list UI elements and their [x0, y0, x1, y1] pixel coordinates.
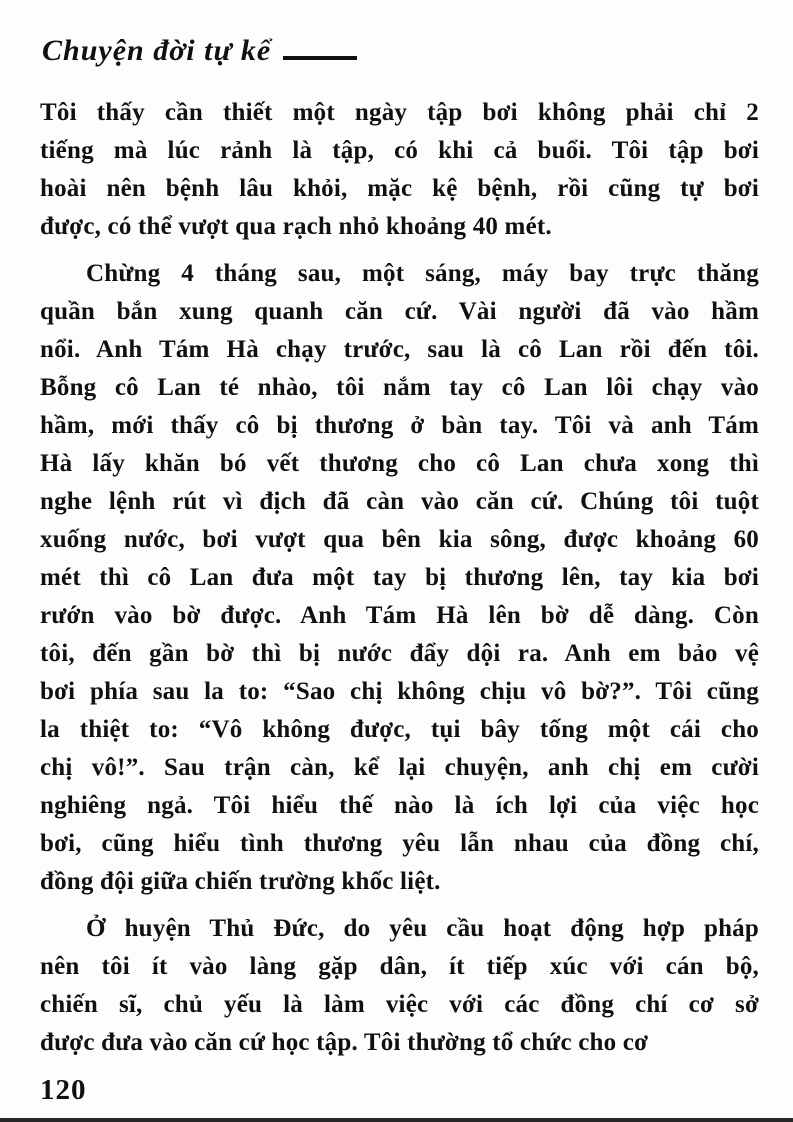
scan-edge-artifact: [0, 1118, 793, 1122]
text-line: được, có thể vượt qua rạch nhỏ khoảng 40 mét.: [40, 213, 552, 240]
text-line: Bỗng cô Lan té nhào, tôi nắm tay cô Lan lôi chạy vào: [40, 374, 759, 401]
text-line: hầm, mới thấy cô bị thương ở bàn tay. Tôi và anh Tám: [40, 412, 759, 439]
text-line: tiếng mà lúc rảnh là tập, có khi cả buổi. Tôi tập bơi: [40, 137, 759, 164]
text-line: xuống nước, bơi vượt qua bên kia sông, được khoảng 60: [40, 526, 759, 553]
body-text: [40, 94, 759, 1071]
paragraph: [40, 255, 759, 901]
paragraph: [40, 94, 759, 246]
text-line: Tôi thấy cần thiết một ngày tập bơi không phải chỉ 2: [40, 99, 759, 126]
page-number: 120: [40, 1074, 87, 1106]
text-line: được đưa vào căn cứ học tập. Tôi thường tổ chức cho cơ: [40, 1029, 649, 1056]
text-line: Ở huyện Thủ Đức, do yêu cầu hoạt động hợp pháp: [86, 915, 759, 942]
text-line: rướn vào bờ được. Anh Tám Hà lên bờ dễ dàng. Còn: [40, 602, 759, 629]
text-line: bơi, cũng hiểu tình thương yêu lẫn nhau của đồng chí,: [40, 830, 759, 857]
text-line: tôi, đến gần bờ thì bị nước đẩy dội ra. Anh em bảo vệ: [40, 640, 759, 667]
text-line: hoài nên bệnh lâu khỏi, mặc kệ bệnh, rồi cũng tự bơi: [40, 175, 759, 202]
text-line: Hà lấy khăn bó vết thương cho cô Lan chưa xong thì: [40, 450, 759, 477]
text-line: mét thì cô Lan đưa một tay bị thương lên, tay kia bơi: [40, 564, 759, 591]
text-line: Chừng 4 tháng sau, một sáng, máy bay trực thăng: [86, 260, 759, 287]
text-line: la thiệt to: “Vô không được, tụi bây tống một cái cho: [40, 716, 759, 743]
running-header-title: Chuyện đời tự kể: [42, 34, 272, 67]
header-rule: [283, 55, 357, 60]
text-line: quần bắn xung quanh căn cứ. Vài người đã vào hầm: [40, 298, 759, 325]
text-line: nên tôi ít vào làng gặp dân, ít tiếp xúc với cán bộ,: [40, 953, 759, 980]
running-header: [42, 34, 357, 68]
text-line: nghe lệnh rút vì địch đã càn vào căn cứ. Chúng tôi tuột: [40, 488, 759, 515]
text-line: bơi phía sau la to: “Sao chị không chịu vô bờ?”. Tôi cũng: [40, 678, 759, 705]
text-line: chị vô!”. Sau trận càn, kể lại chuyện, anh chị em cười: [40, 754, 759, 781]
paragraph: [40, 910, 759, 1062]
text-line: nổi. Anh Tám Hà chạy trước, sau là cô Lan rồi đến tôi.: [40, 336, 759, 363]
text-line: nghiêng ngả. Tôi hiểu thế nào là ích lợi của việc học: [40, 792, 759, 819]
text-line: chiến sĩ, chủ yếu là làm việc với các đồng chí cơ sở: [40, 991, 759, 1018]
text-line: đồng đội giữa chiến trường khốc liệt.: [40, 868, 441, 895]
